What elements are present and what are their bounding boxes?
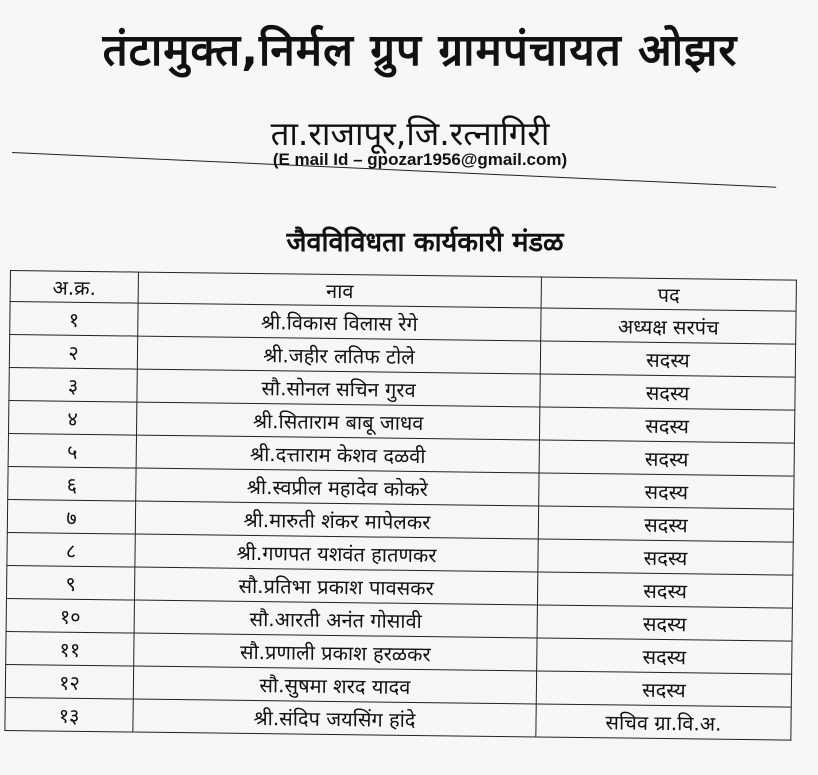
serial-cell: ६ <box>8 466 136 501</box>
post-cell: सदस्य <box>538 539 793 575</box>
post-cell: सदस्य <box>537 605 792 641</box>
email-line: (E mail Id – gpozar1956@gmail.com) <box>272 150 568 169</box>
serial-cell: ७ <box>7 499 135 534</box>
page-title: तंटामुक्त,निर्मल ग्रुप ग्रामपंचायत ओझर <box>102 25 738 76</box>
post-cell: अध्यक्ष सरपंच <box>541 308 796 344</box>
section-heading: जैवविविधता कार्यकारी मंडळ <box>286 227 564 258</box>
serial-cell: १३ <box>5 697 133 732</box>
serial-cell: ८ <box>7 532 135 567</box>
name-cell: सौ.आरती अनंत गोसावी <box>134 600 537 638</box>
post-cell: सदस्य <box>537 572 792 608</box>
post-cell: सदस्य <box>536 671 791 707</box>
name-cell: श्री.जहीर लतिफ टोले <box>137 336 540 374</box>
name-cell: सौ.प्रणाली प्रकाश हरळकर <box>134 633 537 671</box>
name-cell: सौ.सोनल सचिन गुरव <box>137 369 540 407</box>
post-cell: सदस्य <box>538 506 793 542</box>
column-header-name: नाव <box>138 272 541 308</box>
members-table <box>4 270 797 741</box>
name-cell: श्री.विकास विलास रेगे <box>138 303 541 341</box>
serial-cell: ४ <box>9 400 137 435</box>
post-cell: सदस्य <box>539 407 794 443</box>
serial-cell: ५ <box>8 433 136 468</box>
serial-cell: २ <box>9 335 137 370</box>
post-cell: सदस्य <box>539 440 794 476</box>
name-cell: श्री.सिताराम बाबू जाधव <box>136 402 539 440</box>
post-cell: सदस्य <box>540 374 795 410</box>
post-cell: सदस्य <box>537 638 792 674</box>
members-table-wrapper <box>4 270 796 741</box>
post-cell: सदस्य <box>540 341 795 377</box>
serial-cell: ३ <box>9 367 137 402</box>
column-header-post: पद <box>541 277 796 311</box>
name-cell: सौ.सुषमा शरद यादव <box>133 666 536 704</box>
column-header-serial: अ.क्र. <box>10 271 138 304</box>
serial-cell: १ <box>10 302 138 337</box>
name-cell: श्री.स्वप्रील महादेव कोकरे <box>136 468 539 506</box>
page-subtitle: ता.राजापूर,जि.रत्नागिरी <box>270 114 550 153</box>
post-cell: सदस्य <box>539 473 794 509</box>
name-cell: श्री.दत्ताराम केशव दळवी <box>136 435 539 473</box>
post-cell: सचिव ग्रा.वि.अ. <box>536 704 791 740</box>
name-cell: सौ.प्रतिभा प्रकाश पावसकर <box>134 567 537 605</box>
name-cell: श्री.मारुती शंकर मापेलकर <box>135 501 538 539</box>
name-cell: श्री.गणपत यशवंत हातणकर <box>135 534 538 572</box>
serial-cell: १० <box>6 598 134 633</box>
serial-cell: ११ <box>6 631 134 666</box>
serial-cell: १२ <box>5 664 133 699</box>
serial-cell: ९ <box>6 565 134 600</box>
name-cell: श्री.संदिप जयसिंग हांदे <box>133 699 536 737</box>
